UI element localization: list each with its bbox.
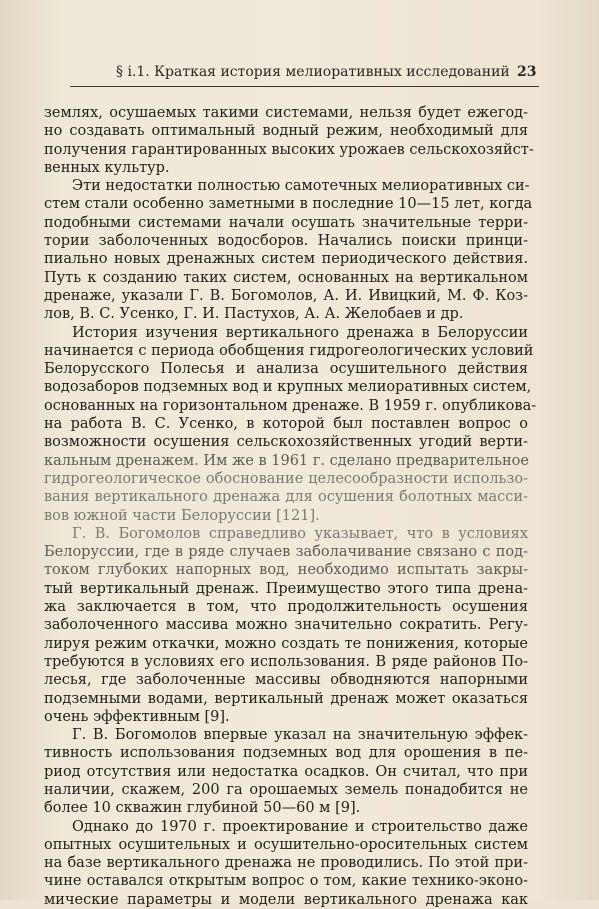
text-line: тый вертикальный дренаж. Преимущество этого типа дрена-	[44, 580, 528, 597]
page-number: 23	[517, 64, 537, 80]
text-line: венных культур.	[44, 159, 170, 176]
text-line: Путь к созданию таких систем, основанных на вертикальном	[44, 269, 528, 286]
text-line: тивность использования подземных вод для орошения в пе-	[44, 745, 528, 762]
text-line: подземными водами, вертикальный дренаж может оказаться	[44, 690, 528, 707]
text-line: риод отсутствия или недостатка осадков. Он считал, что при	[44, 763, 528, 780]
running-header	[0, 62, 599, 84]
text-line: требуются в условиях его использования. В ряде районов По-	[44, 653, 528, 670]
text-line: опытных осушительных и осушительно-оросительных систем	[44, 836, 528, 853]
text-line: лесья, где заболоченные массивы обводняются напорными	[44, 672, 528, 689]
text-line: пиально новых дренажных систем периодического действия.	[44, 251, 528, 268]
text-line: наличии, скажем, 200 га орошаемых земель понадобится не	[44, 781, 528, 798]
text-line: основанных на горизонтальном дренаже. В 1959 г. опубликова-	[44, 397, 537, 414]
text-line: лов, В. С. Усенко, Г. И. Пастухов, А. А. Желобаев и др.	[44, 306, 464, 323]
text-line: но создавать оптимальный водный режим, необходимый для	[44, 123, 528, 140]
text-line: Эти недостатки полностью самотечных мелиоративных си-	[72, 178, 530, 195]
text-line: Однако до 1970 г. проектирование и строительство даже	[72, 818, 528, 835]
text-line: чине оставался открытым вопрос о том, какие технико-эконо-	[44, 873, 528, 890]
text-line: возможности осушения сельскохозяйственных угодий верти-	[44, 434, 528, 451]
text-line: жа заключается в том, что продолжительность осушения	[44, 599, 528, 616]
text-line: на работа В. С. Усенко, в которой был поставлен вопрос о	[44, 416, 528, 433]
text-line: дренаже, указали Г. В. Богомолов, А. И. Ивицкий, М. Ф. Коз-	[44, 287, 528, 304]
text-line: лируя режим откачки, можно создать те понижения, которые	[44, 635, 528, 652]
text-line: История изучения вертикального дренажа в Белоруссии	[72, 324, 528, 341]
text-line: очень эффективным [9].	[44, 708, 230, 725]
text-line: гидрогеологическое обоснование целесообразности использо-	[44, 470, 528, 487]
text-line: кальным дренажем. Им же в 1961 г. сделано предварительное	[44, 452, 529, 469]
body-text	[44, 104, 537, 909]
text-line: заболоченного массива можно значительно сократить. Регу-	[44, 617, 528, 634]
text-line: Г. В. Богомолов справедливо указывает, что в условиях	[72, 525, 528, 542]
text-line: мические параметры и модели вертикального дренажа как	[44, 891, 528, 908]
text-line: Г. В. Богомолов впервые указал на значительную эффек-	[72, 727, 528, 744]
text-line: подобными системами начали осушать значительные терри-	[44, 214, 528, 231]
text-line: на базе вертикального дренажа не проводились. По этой при-	[44, 855, 528, 872]
text-line: вания вертикального дренажа для осушения болотных масси-	[44, 489, 528, 506]
text-line: землях, осушаемых такими системами, нельзя будет ежегод-	[44, 105, 528, 121]
running-header-title: § i.1. Краткая история мелиоративных исследований	[116, 64, 510, 80]
text-line: стем стали особенно заметными в последние 10—15 лет, когда	[44, 196, 533, 213]
text-line: получения гарантированных высоких урожаев сельскохозяйст-	[44, 141, 534, 158]
text-line: Белорусского Полесья и анализа осушительного действия	[44, 361, 528, 378]
text-line: Белоруссии, где в ряде случаев заболачивание связано с под-	[44, 544, 528, 561]
text-line: начинается с периода обобщения гидрогеологических условий	[44, 342, 534, 359]
text-line: вов южной части Белоруссии [121].	[44, 507, 320, 524]
text-line: более 10 скважин глубиной 50—60 м [9].	[44, 800, 361, 817]
text-line: током глубоких напорных вод, необходимо испытать закры-	[44, 562, 528, 579]
text-line: тории заболоченных водосборов. Начались поиски принци-	[44, 233, 528, 250]
header-rule	[70, 86, 539, 87]
text-line: водозаборов подземных вод и крупных мелиоративных систем,	[44, 379, 532, 396]
